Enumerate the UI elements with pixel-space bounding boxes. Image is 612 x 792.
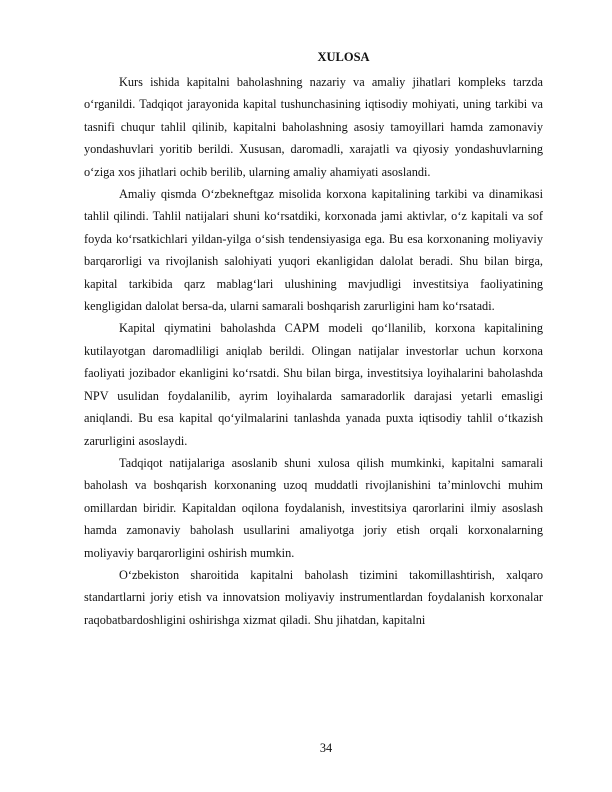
paragraph-5: O‘zbekiston sharoitida kapitalni baholash tizimini takomillashtirish, xalqaro standartlarni joriy etish va innovatsion moliyaviy instrumentlardan foydalanish korxonalar raqobatbardoshligini oshirishga xizmat qiladi. Shu jihatdan, kapitalni <box>84 567 543 627</box>
paragraph-4: Tadqiqot natijalariga asoslanib shuni xulosa qilish mumkinki, kapitalni samarali baholash va boshqarish korxonaning uzoq muddatli rivojlanishini ta’minlovchi muhim omillardan biridir. Kapitaldan oqilona foydalanish, investitsiya qarorlarini ilmiy asoslash hamda zamonaviy baholash usullarini amaliyotga joriy etish orqali korxonalarning moliyaviy barqarorligini oshirish mumkin. <box>84 455 543 560</box>
document-body <box>84 50 543 631</box>
page-number: 34 <box>319 741 333 755</box>
paragraph-1: Kurs ishida kapitalni baholashning nazariy va amaliy jihatlari kompleks tarzda o‘rganildi. Tadqiqot jarayonida kapital tushunchasining iqtisodiy mohiyati, uning tarkibi va tasnifi chuqur tahlil qilinib, kapitalni baholashning asosiy tamoyillari hamda zamonaviy yondashuvlari yoritib berildi. Xususan, daromadli, xarajatli va qiyosiy yondashuvlarning o‘ziga xos jihatlari ochib berilib, ularning amaliy ahamiyati asoslandi. <box>84 75 543 179</box>
paragraph-3: Kapital qiymatini baholashda CAPM modeli qo‘llanilib, korxona kapitalining kutilayotgan daromadliligi aniqlab berildi. Olingan natijalar investorlar uchun korxona faoliyati jozibador ekanligini ko‘rsatdi. Shu bilan birga, investitsiya loyihalarini baholashda NPV usulidan foydalanilib, ayrim loyihalarda samaradorlik darajasi yetarli emasligi aniqlandi. Bu esa kapital qo‘yilmalarini tanlashda yanada puxta iqtisodiy tahlil o‘tkazish zarurligini asoslaydi. <box>84 321 543 448</box>
page-title: XULOSA <box>317 50 370 64</box>
paragraph-2: Amaliy qismda O‘zbekneftgaz misolida korxona kapitalining tarkibi va dinamikasi tahlil qilindi. Tahlil natijalari shuni ko‘rsatdiki, korxonada jami aktivlar, o‘z kapitali va sof foyda ko‘rsatkichlari yildan-yilga o‘sish tendensiyasiga ega. Bu esa korxonaning moliyaviy barqarorligi va rivojlanish salohiyati yuqori ekanligidan dalolat beradi. Shu bilan birga, kapital tarkibida qarz mablag‘lari ulushining mavjudligi investitsiya faoliyatining kengligidan dalolat bersa-da, ularni samarali boshqarish zarurligini ham ko‘rsatadi. <box>84 187 543 314</box>
